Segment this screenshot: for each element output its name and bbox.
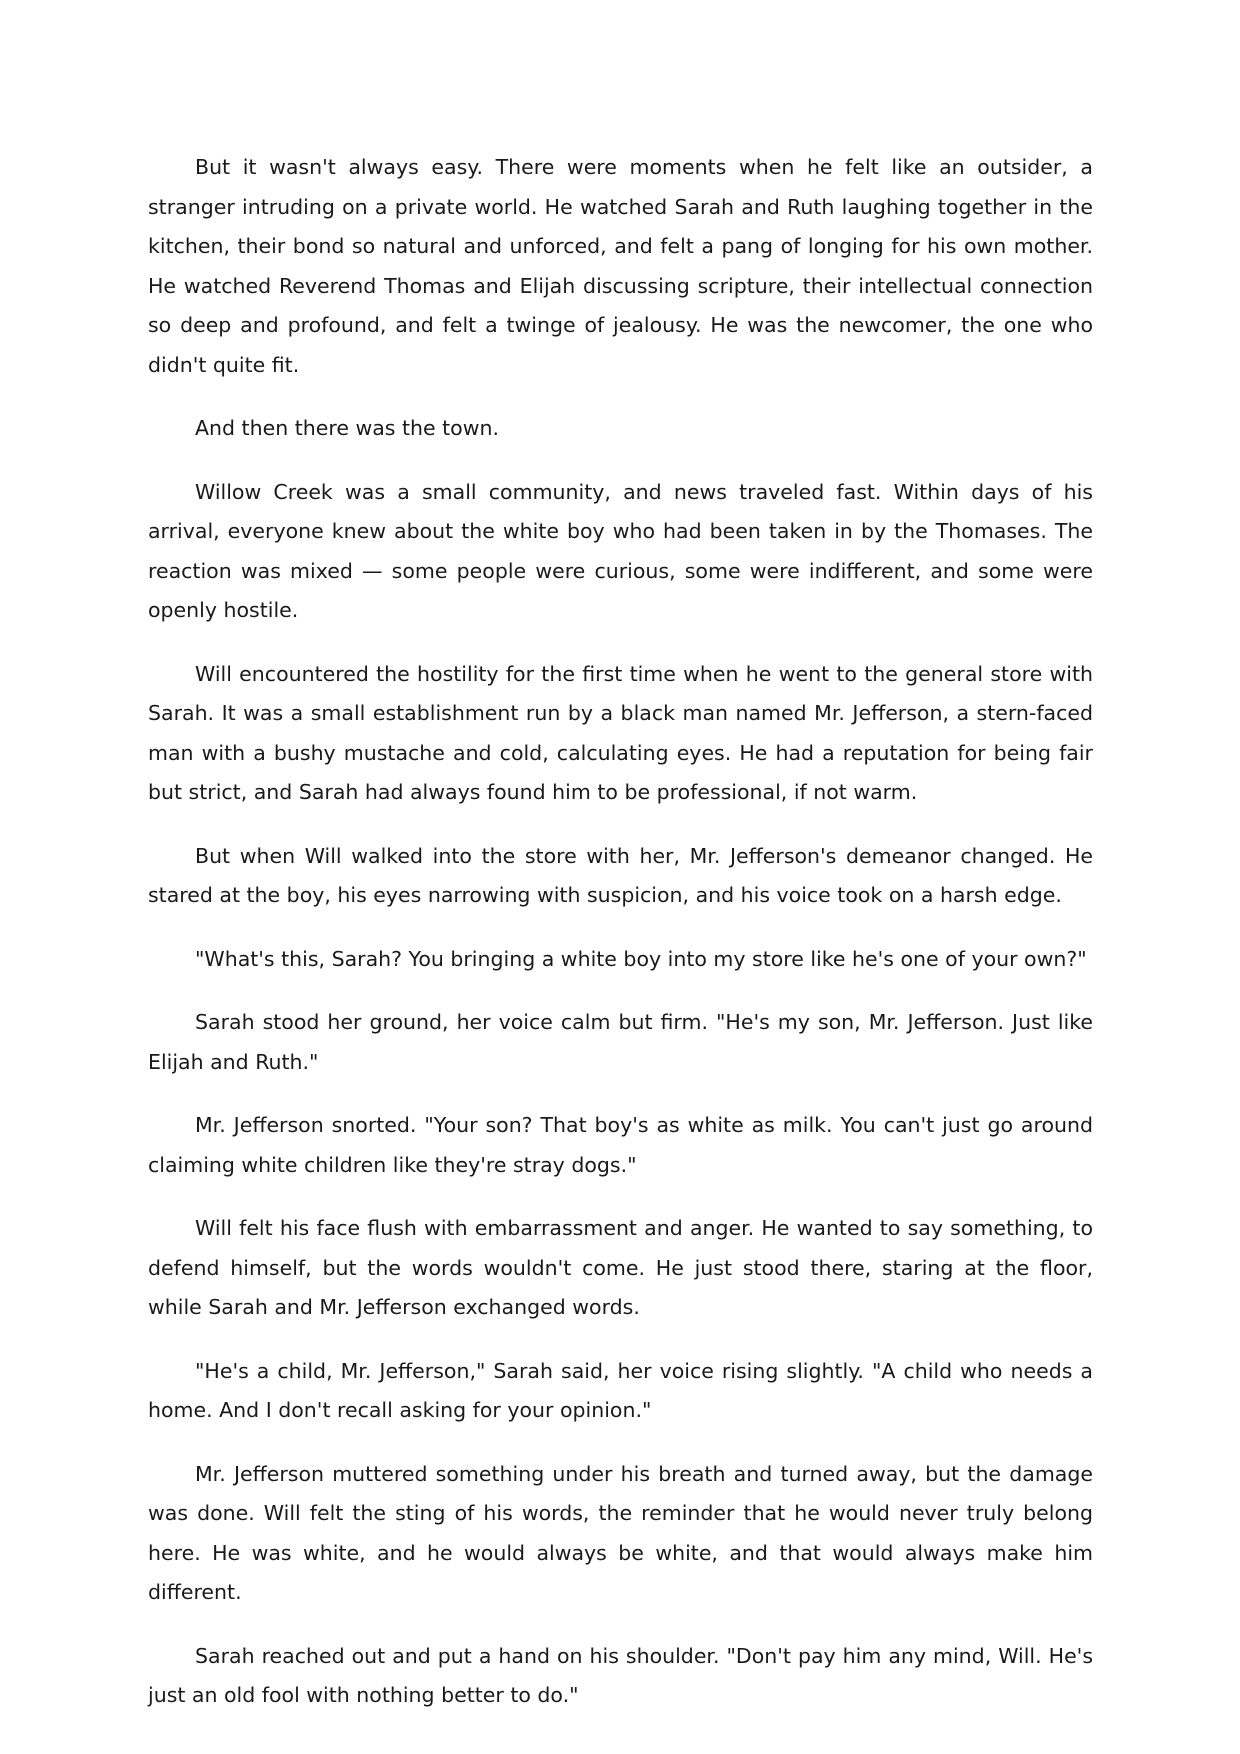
paragraph: Will encountered the hostility for the first time when he went to the general store with Sarah. It was a small establishment run by a black man named Mr. Jefferson, a stern-faced man with a bushy mustache and cold, calculating eyes. He had a reputation for being fair but strict, and Sarah had always found him to be professional, if not warm. [148, 661, 1093, 804]
paragraph: But it wasn't always easy. There were moments when he felt like an outsider, a stranger intruding on a private world. He watched Sarah and Ruth laughing together in the kitchen, their bond so natural and unforced, and felt a pang of longing for his own mother. He watched Reverend Thomas and Elijah discussing scripture, their intellectual connection so deep and profound, and felt a twinge of jealousy. He was the newcomer, the one who didn't quite fit. [148, 155, 1093, 377]
paragraph: Mr. Jefferson muttered something under his breath and turned away, but the damage was done. Will felt the sting of his words, the reminder that he would never truly belong here. He was white, and he would always be white, and that would always make him different. [148, 1461, 1093, 1604]
paragraph: Sarah stood her ground, her voice calm but firm. "He's my son, Mr. Jefferson. Just like Elijah and Ruth." [148, 1010, 1093, 1074]
paragraph: Will felt his face flush with embarrassment and anger. He wanted to say something, to defend himself, but the words wouldn't come. He just stood there, staring at the floor, while Sarah and Mr. Jefferson exchanged words. [148, 1216, 1093, 1319]
paragraph: But when Will walked into the store with her, Mr. Jefferson's demeanor changed. He stared at the boy, his eyes narrowing with suspicion, and his voice took on a harsh edge. [148, 843, 1093, 907]
paragraph: Mr. Jefferson snorted. "Your son? That boy's as white as milk. You can't just go around claiming white children like they're stray dogs." [148, 1113, 1093, 1177]
paragraph: And then there was the town. [195, 416, 499, 440]
paragraph: "He's a child, Mr. Jefferson," Sarah said, her voice rising slightly. "A child who needs a home. And I don't recall asking for your opinion." [148, 1358, 1093, 1422]
paragraph: Willow Creek was a small community, and news traveled fast. Within days of his arrival, everyone knew about the white boy who had been taken in by the Thomases. The reaction was mixed — some people were curious, some were indifferent, and some were openly hostile. [148, 479, 1093, 622]
paragraph: Sarah reached out and put a hand on his shoulder. "Don't pay him any mind, Will. He's just an old fool with nothing better to do." [148, 1643, 1093, 1707]
paragraph: "What's this, Sarah? You bringing a white boy into my store like he's one of your own?" [195, 946, 1087, 971]
document-body [148, 148, 1093, 1740]
